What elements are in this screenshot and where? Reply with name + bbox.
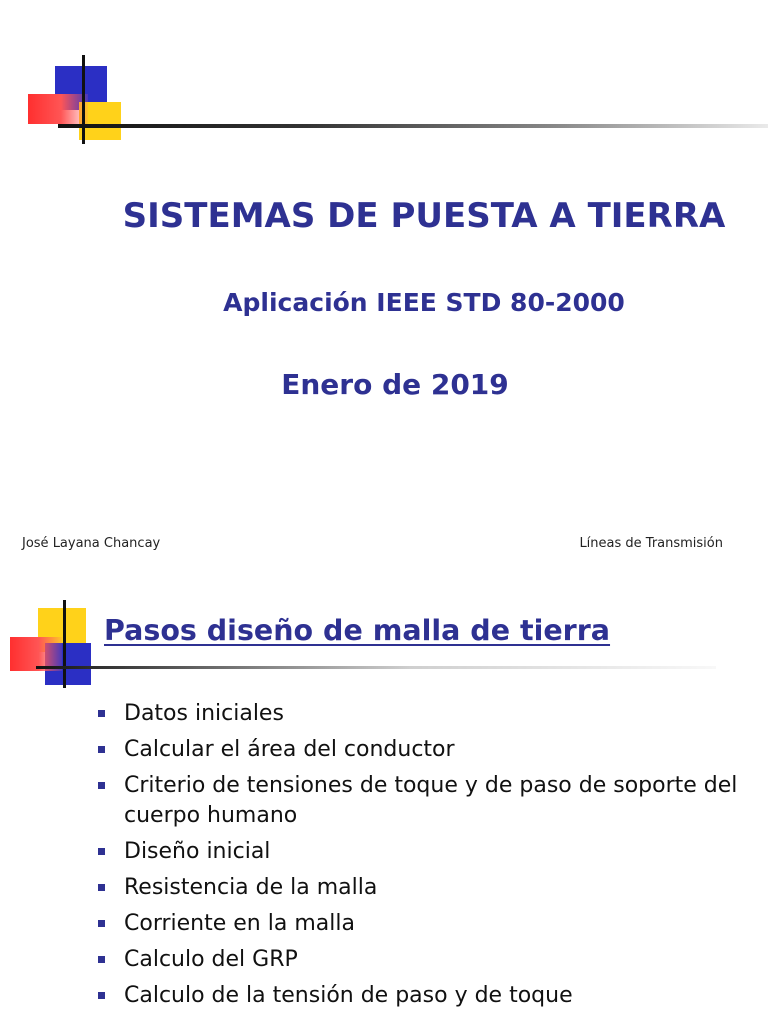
bullet-list: [96, 699, 746, 1017]
list-item: Diseño inicial: [96, 837, 746, 867]
footer-course: Líneas de Transmisión: [579, 536, 723, 551]
vertical-line: [63, 600, 66, 688]
slide-title: SISTEMAS DE PUESTA A TIERRA: [122, 196, 726, 236]
square-bullet-icon: [98, 782, 105, 789]
vertical-line: [82, 55, 85, 144]
square-bullet-icon: [98, 956, 105, 963]
horizontal-rule: [36, 666, 716, 669]
square-bullet-icon: [98, 992, 105, 999]
square-bullet-icon: [98, 710, 105, 717]
list-item: Calculo del GRP: [96, 945, 746, 975]
list-item: Resistencia de la malla: [96, 873, 746, 903]
list-item: Calcular el área del conductor: [96, 735, 746, 765]
square-bullet-icon: [98, 920, 105, 927]
slide-title: Pasos diseño de malla de tierra: [104, 614, 611, 647]
list-item: Criterio de tensiones de toque y de paso de soporte del cuerpo humano: [96, 771, 746, 831]
list-item: Datos iniciales: [96, 699, 746, 729]
list-item: Calculo de la tensión de paso y de toque: [96, 981, 746, 1011]
slide-2: [0, 575, 768, 1024]
horizontal-rule: [58, 124, 768, 128]
list-item: Corriente en la malla: [96, 909, 746, 939]
square-bullet-icon: [98, 884, 105, 891]
slide-date: Enero de 2019: [281, 368, 509, 401]
square-bullet-icon: [98, 848, 105, 855]
square-bullet-icon: [98, 746, 105, 753]
footer-author: José Layana Chancay: [22, 536, 161, 551]
red-square-shape: [28, 94, 88, 124]
slide-subtitle: Aplicación IEEE STD 80-2000: [223, 288, 625, 317]
